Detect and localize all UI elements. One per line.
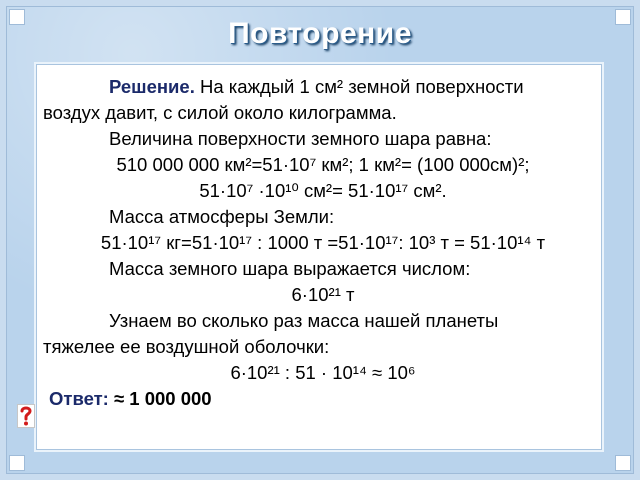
solution-label: Решение. (109, 76, 195, 97)
text-line-7: 51·10¹⁷ кг=51·10¹⁷ : 1000 т =51·10¹⁷: 10³ т = 51·10¹⁴ т (100, 232, 546, 253)
text-line-12: 6·10²¹ : 51 · 10¹⁴ ≈ 10⁶ (230, 362, 416, 383)
solution-text (43, 74, 603, 412)
text-line-4: 510 000 000 км²=51·10⁷ км²; 1 км²= (100 000см)²; (116, 154, 530, 175)
frame-corner (615, 9, 631, 25)
text-line-2: воздух давит, с силой около килограмма. (43, 102, 397, 123)
frame-corner (9, 455, 25, 471)
text-line-6: Масса атмосферы Земли: (109, 206, 335, 227)
frame-corner (9, 9, 25, 25)
text-line-10: Узнаем во сколько раз масса нашей планеты (109, 310, 499, 331)
answer-label: Ответ: (49, 388, 109, 409)
text-line-11: тяжелее ее воздушной оболочки: (43, 336, 330, 357)
text-line-3: Величина поверхности земного шара равна: (109, 128, 492, 149)
question-mark-icon (17, 404, 35, 428)
answer-line (43, 386, 603, 412)
slide-title: Повторение (228, 17, 412, 50)
text-line-5: 51·10⁷ ·10¹⁰ см²= 51·10¹⁷ см². (199, 180, 447, 201)
text-line-9: 6·10²¹ т (291, 284, 355, 305)
text-line-8: Масса земного шара выражается числом: (109, 258, 471, 279)
title-bar (30, 4, 610, 64)
frame-corner (615, 455, 631, 471)
answer-value: ≈ 1 000 000 (114, 388, 212, 409)
text-line-1: На каждый 1 см² земной поверхности (200, 76, 524, 97)
text-line (43, 74, 603, 100)
